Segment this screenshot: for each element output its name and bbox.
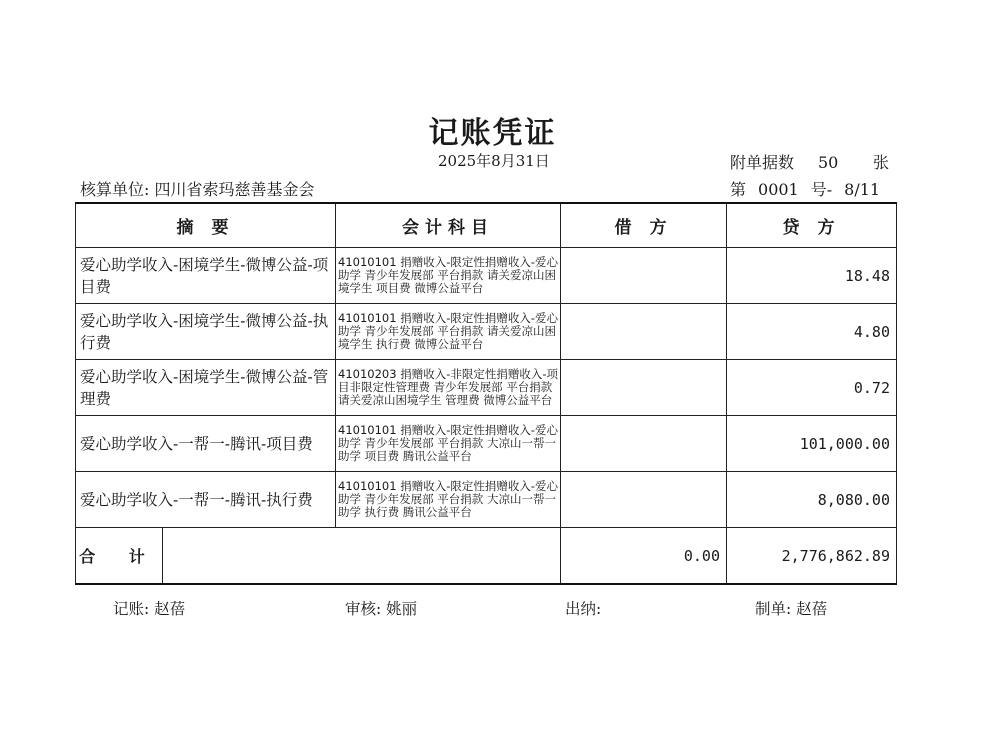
bookkeeper: 记账: 赵蓓 <box>113 600 186 618</box>
entry-summary: 爱心助学收入-一帮一-腾讯-项目费 <box>76 416 336 472</box>
entry-credit: 101,000.00 <box>727 416 897 472</box>
table-row <box>76 248 897 304</box>
accounting-unit-label: 核算单位: <box>80 180 150 199</box>
total-debit: 0.00 <box>561 528 727 585</box>
column-header-account: 会计科目 <box>336 203 561 248</box>
entry-credit: 8,080.00 <box>727 472 897 528</box>
table-row <box>76 360 897 416</box>
entry-account: 41010101 捐赠收入-限定性捐赠收入-爱心助学 青少年发展部 平台捐款 大凉山一帮一助学 执行费 腾讯公益平台 <box>336 472 561 528</box>
entry-account: 41010101 捐赠收入-限定性捐赠收入-爱心助学 青少年发展部 平台捐款 请关爱凉山困境学生 项目费 微博公益平台 <box>336 248 561 304</box>
voucher-suffix: 号- <box>810 180 833 199</box>
voucher-page: 8/11 <box>844 180 881 199</box>
entry-summary: 爱心助学收入-一帮一-腾讯-执行费 <box>76 472 336 528</box>
voucher-title: 记账凭证 <box>428 116 557 151</box>
entry-credit: 18.48 <box>727 248 897 304</box>
attachments-unit: 张 <box>873 153 890 172</box>
total-row <box>76 528 897 585</box>
entry-credit: 0.72 <box>727 360 897 416</box>
entry-credit: 4.80 <box>727 304 897 360</box>
accounting-unit <box>80 177 315 200</box>
voucher-prefix: 第 <box>730 180 747 199</box>
column-header-debit: 借 方 <box>561 203 727 248</box>
voucher-number <box>730 177 892 200</box>
entry-summary: 爱心助学收入-困境学生-微博公益-执行费 <box>76 304 336 360</box>
voucher-number-value: 0001 <box>758 180 799 199</box>
entry-debit <box>561 360 727 416</box>
table-header-row <box>76 203 897 248</box>
entry-account: 41010101 捐赠收入-限定性捐赠收入-爱心助学 青少年发展部 平台捐款 请关爱凉山困境学生 执行费 微博公益平台 <box>336 304 561 360</box>
attachments-info <box>730 150 889 173</box>
total-label: 合 计 <box>76 528 163 583</box>
entry-debit <box>561 416 727 472</box>
column-header-credit: 贷 方 <box>727 203 897 248</box>
total-credit: 2,776,862.89 <box>727 528 897 585</box>
voucher-table <box>75 202 897 585</box>
cashier: 出纳: <box>565 600 602 618</box>
entry-account: 41010101 捐赠收入-限定性捐赠收入-爱心助学 青少年发展部 平台捐款 大凉山一帮一助学 项目费 腾讯公益平台 <box>336 416 561 472</box>
table-row <box>76 416 897 472</box>
voucher-date: 2025年8月31日 <box>438 152 550 170</box>
preparer: 制单: 赵蓓 <box>755 600 828 618</box>
table-row <box>76 472 897 528</box>
column-header-summary: 摘 要 <box>76 203 336 248</box>
entry-debit <box>561 472 727 528</box>
entry-summary: 爱心助学收入-困境学生-微博公益-项目费 <box>76 248 336 304</box>
entry-debit <box>561 248 727 304</box>
entry-summary: 爱心助学收入-困境学生-微博公益-管理费 <box>76 360 336 416</box>
total-blank <box>163 528 560 583</box>
total-label-cell <box>76 528 561 585</box>
entry-account: 41010203 捐赠收入-非限定性捐赠收入-项目非限定性管理费 青少年发展部 平台捐款 请关爱凉山困境学生 管理费 微博公益平台 <box>336 360 561 416</box>
reviewer: 审核: 姚丽 <box>345 600 418 618</box>
entry-debit <box>561 304 727 360</box>
accounting-unit-name: 四川省索玛慈善基金会 <box>154 180 315 199</box>
attachments-count: 50 <box>818 153 839 172</box>
table-row <box>76 304 897 360</box>
attachments-label: 附单据数 <box>730 153 795 172</box>
